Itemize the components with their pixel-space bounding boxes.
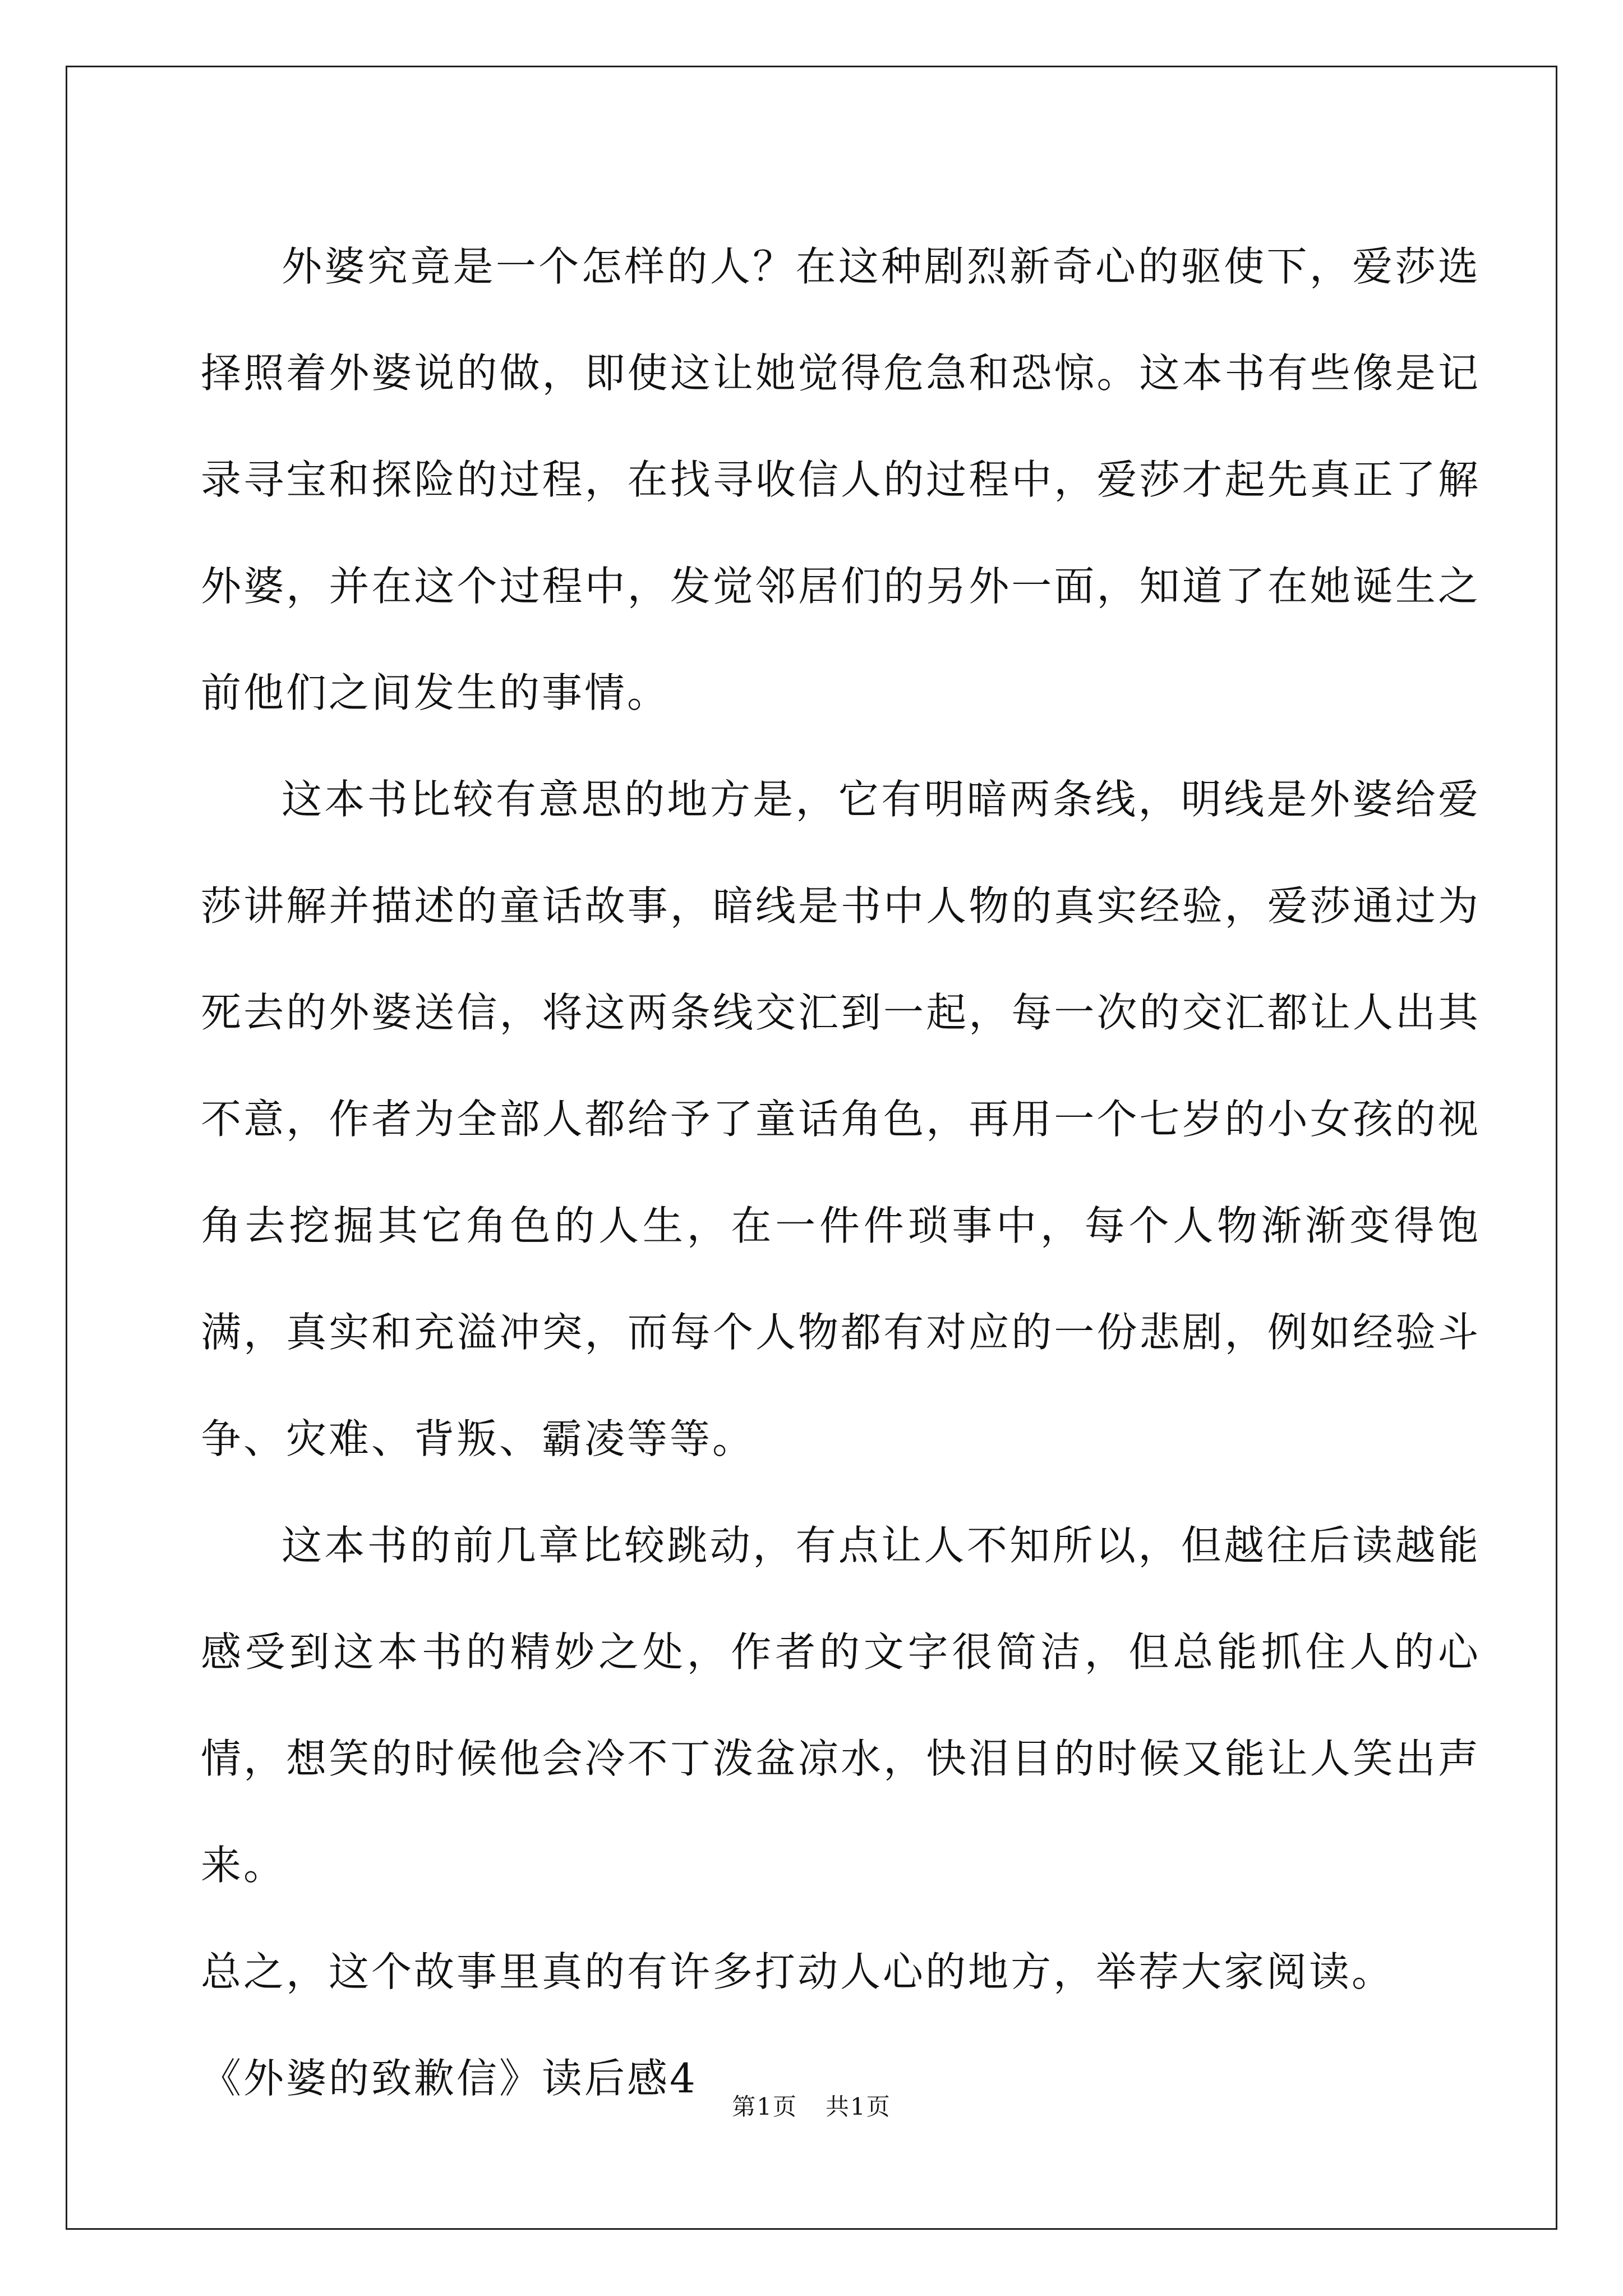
document-body <box>201 213 1481 2132</box>
paragraph-1: 外婆究竟是一个怎样的人？在这种剧烈新奇心的驱使下，爱莎选择照着外婆说的做，即使这让她觉得危急和恐惊。这本书有些像是记录寻宝和探险的过程，在找寻收信人的过程中，爱莎才起先真正了解外婆，并在这个过程中，发觉邻居们的另外一面，知道了在她诞生之前他们之间发生的事情。 <box>201 243 1481 716</box>
page-number: 第1页 <box>732 2093 797 2120</box>
closing-line: 总之，这个故事里真的有许多打动人心的地方，举荐大家阅读。 <box>201 1948 1395 1995</box>
section-heading: 《外婆的致歉信》读后感4 <box>201 2055 698 2102</box>
page-total: 共1页 <box>826 2093 891 2120</box>
page-footer <box>0 2090 1623 2124</box>
paragraph-3: 这本书的前几章比较跳动，有点让人不知所以，但越往后读越能感受到这本书的精妙之处，作者的文字很简洁，但总能抓住人的心情，想笑的时候他会冷不丁泼盆凉水，快泪目的时候又能让人笑出声来。 <box>201 1522 1481 1889</box>
paragraph-2: 这本书比较有意思的地方是，它有明暗两条线，明线是外婆给爱莎讲解并描述的童话故事，暗线是书中人物的真实经验，爱莎通过为死去的外婆送信，将这两条线交汇到一起，每一次的交汇都让人出其不意，作者为全部人都给予了童话角色，再用一个七岁的小女孩的视角去挖掘其它角色的人生，在一件件琐事中，每个人物渐渐变得饱满，真实和充溢冲突，而每个人物都有对应的一份悲剧，例如经验斗争、灾难、背叛、霸凌等等。 <box>201 776 1481 1462</box>
